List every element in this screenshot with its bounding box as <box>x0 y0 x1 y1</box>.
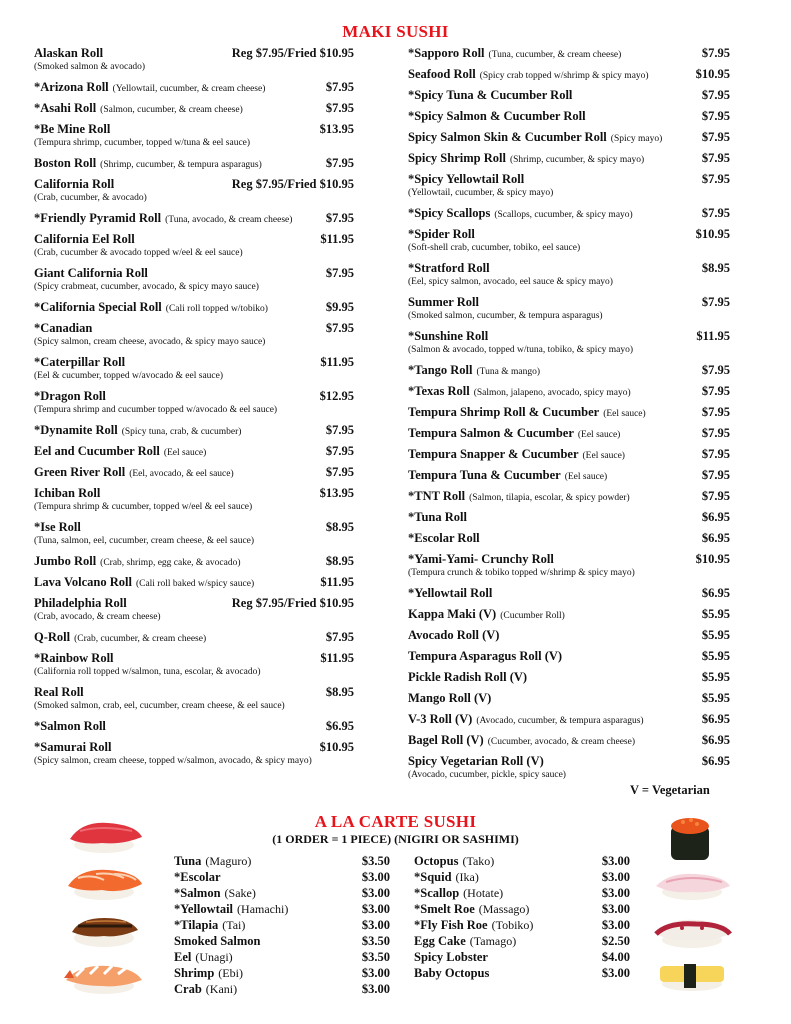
tamago-nigiri-image <box>654 958 730 992</box>
menu-item-boston-roll <box>34 156 354 177</box>
item-price: $7.95 <box>701 426 730 440</box>
item-name: Crab <box>174 982 202 996</box>
item-description: (Tempura shrimp & cucumber, topped w/eel & eel sauce) <box>34 502 253 512</box>
item-description: (Tempura shrimp, cucumber, topped w/tuna & eel sauce) <box>34 138 251 148</box>
item-name: Shrimp <box>174 966 215 980</box>
item-name: *Friendly Pyramid Roll <box>34 211 162 225</box>
item-price: $6.95 <box>701 586 730 600</box>
menu-item-spicy-shrimp-roll <box>408 151 730 172</box>
shrimp-nigiri-image <box>60 958 144 996</box>
item-price: $5.95 <box>701 607 730 621</box>
menu-item-tnt-roll <box>408 489 730 510</box>
item-description: (Eel sauce) <box>603 409 646 419</box>
item-name: Bagel Roll (V) <box>408 733 484 747</box>
item-price: $8.95 <box>325 554 354 568</box>
item-name: *Rainbow Roll <box>34 651 114 665</box>
item-name: Alaskan Roll <box>34 46 104 60</box>
item-price: $7.95 <box>701 384 730 398</box>
item-name: *Tuna Roll <box>408 510 467 524</box>
item-price: $3.50 <box>361 950 390 964</box>
item-name: Tuna <box>174 854 202 868</box>
item-name: *Smelt Roe <box>414 902 475 916</box>
item-price: $10.95 <box>695 227 730 241</box>
item-description: (Crab, cucumber, & avocado) <box>34 193 147 203</box>
item-name: Boston Roll <box>34 156 97 170</box>
item-price: $3.00 <box>361 982 390 996</box>
alacarte-item-smelt-roe <box>414 901 630 917</box>
item-name: *Spicy Salmon & Cucumber Roll <box>408 109 586 123</box>
item-name: Eel <box>174 950 192 964</box>
alacarte-item-tilapia <box>174 917 390 933</box>
item-price: $3.00 <box>601 902 630 916</box>
alacarte-item-eel <box>174 949 390 965</box>
item-price: $7.95 <box>325 465 354 479</box>
menu-item-v-3-roll-v <box>408 712 730 733</box>
menu-item-dragon-roll <box>34 389 354 423</box>
alacarte-item-salmon <box>174 885 390 901</box>
item-name: Eel and Cucumber Roll <box>34 444 160 458</box>
menu-item-tempura-salmon-cucumber <box>408 426 730 447</box>
item-name: California Roll <box>34 177 115 191</box>
item-price: $3.00 <box>361 966 390 980</box>
item-description: (Cucumber Roll) <box>500 611 565 621</box>
item-japanese-name: (Tamago) <box>469 934 517 948</box>
menu-item-sunshine-roll <box>408 329 730 363</box>
item-name: *Canadian <box>34 321 93 335</box>
item-price: $4.00 <box>601 950 630 964</box>
item-name: *Fly Fish Roe <box>414 918 488 932</box>
item-price: $11.95 <box>320 355 354 369</box>
item-price: $10.95 <box>695 552 730 566</box>
item-japanese-name: (Sake) <box>224 886 256 900</box>
item-description: (Tempura shrimp and cucumber topped w/avocado & eel sauce) <box>34 405 278 415</box>
alacarte-sushi-heading: A LA CARTE SUSHI <box>314 812 477 831</box>
item-description: (Avocado, cucumber, & tempura asparagus) <box>476 716 644 726</box>
item-price: $7.95 <box>325 80 354 94</box>
item-description: (Eel & cucumber, topped w/avocado & eel sauce) <box>34 371 224 381</box>
menu-item-ichiban-roll <box>34 486 354 520</box>
item-name: Jumbo Roll <box>34 554 97 568</box>
item-price: $7.95 <box>701 405 730 419</box>
menu-item-texas-roll <box>408 384 730 405</box>
item-description: (Avocado, cucumber, pickle, spicy sauce) <box>408 770 566 780</box>
item-description: (Scallops, cucumber, & spicy mayo) <box>494 210 633 220</box>
item-price: $7.95 <box>701 363 730 377</box>
menu-item-bagel-roll-v <box>408 733 730 754</box>
item-name: Tempura Asparagus Roll (V) <box>408 649 563 663</box>
item-price: $11.95 <box>320 575 354 589</box>
item-description: (Smoked salmon & avocado) <box>34 62 146 72</box>
alacarte-item-escolar <box>174 869 390 885</box>
item-price: $3.00 <box>601 854 630 868</box>
item-description: (Eel, spicy salmon, avocado, eel sauce & spicy mayo) <box>408 277 613 287</box>
item-name: *Escolar <box>174 870 221 884</box>
item-description: (Smoked salmon, crab, eel, cucumber, cream cheese, & eel sauce) <box>34 701 285 711</box>
item-price: $7.95 <box>325 423 354 437</box>
item-price: $13.95 <box>319 486 354 500</box>
item-name: Spicy Salmon Skin & Cucumber Roll <box>408 130 607 144</box>
alacarte-item-baby-octopus <box>414 965 630 981</box>
item-description: (Crab, cucumber & avocado topped w/eel & eel sauce) <box>34 248 243 258</box>
item-name: Summer Roll <box>408 295 479 309</box>
item-name: Spicy Shrimp Roll <box>408 151 506 165</box>
item-price: $10.95 <box>319 740 354 754</box>
item-price: $3.00 <box>361 902 390 916</box>
item-name: *Sapporo Roll <box>408 46 485 60</box>
item-name: Tempura Salmon & Cucumber <box>408 426 574 440</box>
item-description: (Cali roll topped w/tobiko) <box>165 304 268 314</box>
item-price: $3.00 <box>601 918 630 932</box>
menu-item-alaskan-roll <box>34 46 354 80</box>
item-price: $13.95 <box>319 122 354 136</box>
maki-left-column <box>34 46 354 774</box>
menu-item-ise-roll <box>34 520 354 554</box>
item-name: *Sunshine Roll <box>408 329 489 343</box>
alacarte-item-tuna <box>174 853 390 869</box>
menu-item-spicy-scallops <box>408 206 730 227</box>
item-name: Tempura Shrimp Roll & Cucumber <box>408 405 600 419</box>
item-description: (Eel sauce) <box>564 472 608 482</box>
item-price: $3.50 <box>361 854 390 868</box>
maki-right-column <box>408 46 730 788</box>
item-japanese-name: (Unagi) <box>195 950 233 964</box>
menu-item-samurai-roll <box>34 740 354 774</box>
eel-nigiri-image <box>66 910 142 950</box>
item-price: $6.95 <box>701 733 730 747</box>
tuna-nigiri-image <box>62 815 146 855</box>
item-description: (Eel sauce) <box>577 430 621 440</box>
item-name: *Spider Roll <box>408 227 475 241</box>
item-name: Ichiban Roll <box>34 486 101 500</box>
alacarte-item-yellowtail <box>174 901 390 917</box>
menu-item-tempura-tuna-cucumber <box>408 468 730 489</box>
item-price: $7.95 <box>325 156 354 170</box>
item-japanese-name: (Tako) <box>462 854 495 868</box>
item-description: (Yellowtail, cucumber, & cream cheese) <box>112 84 266 94</box>
item-price: $5.95 <box>701 649 730 663</box>
item-description: (Tempura crunch & tobiko topped w/shrimp & spicy mayo) <box>408 568 635 578</box>
item-price: $3.00 <box>361 870 390 884</box>
item-name: *Yami-Yami- Crunchy Roll <box>408 552 554 566</box>
item-description: (Smoked salmon, cucumber, & tempura asparagus) <box>408 311 603 321</box>
item-description: (Spicy crab topped w/shrimp & spicy mayo) <box>479 71 649 81</box>
alacarte-item-octopus <box>414 853 630 869</box>
item-name: Avocado Roll (V) <box>408 628 500 642</box>
item-price: $7.95 <box>701 206 730 220</box>
item-japanese-name: (Tobiko) <box>491 918 534 932</box>
item-name: Smoked Salmon <box>174 934 261 948</box>
alacarte-item-fly-fish-roe <box>414 917 630 933</box>
menu-item-dynamite-roll <box>34 423 354 444</box>
item-name: *Arizona Roll <box>34 80 109 94</box>
item-name: *Tango Roll <box>408 363 473 377</box>
alacarte-left-list <box>174 853 390 997</box>
item-description: (Yellowtail, cucumber, & spicy mayo) <box>408 188 554 198</box>
item-price: $6.95 <box>701 510 730 524</box>
item-price: $11.95 <box>696 329 730 343</box>
menu-item-tempura-asparagus-roll-v <box>408 649 730 670</box>
alacarte-item-smoked-salmon <box>174 933 390 949</box>
menu-item-tempura-snapper-cucumber <box>408 447 730 468</box>
item-description: (Soft-shell crab, cucumber, tobiko, eel sauce) <box>408 243 581 253</box>
menu-item-asahi-roll <box>34 101 354 122</box>
item-description: (Shrimp, cucumber, & tempura asparagus) <box>100 160 262 170</box>
item-description: (Salmon, jalapeno, avocado, spicy mayo) <box>473 388 631 398</box>
item-price: $11.95 <box>320 651 354 665</box>
item-price: Reg $7.95/Fried $10.95 <box>231 177 354 191</box>
octopus-nigiri-image <box>652 912 732 952</box>
item-name: *Caterpillar Roll <box>34 355 126 369</box>
item-price: $3.00 <box>601 870 630 884</box>
item-price: $6.95 <box>701 531 730 545</box>
item-name: *Be Mine Roll <box>34 122 111 136</box>
menu-item-green-river-roll <box>34 465 354 486</box>
maki-sushi-heading: MAKI SUSHI <box>342 22 449 41</box>
item-name: Mango Roll (V) <box>408 691 492 705</box>
menu-item-kappa-maki-v <box>408 607 730 628</box>
salmon-nigiri-image <box>62 862 146 902</box>
menu-item-california-roll <box>34 177 354 211</box>
menu-item-summer-roll <box>408 295 730 329</box>
item-price: $8.95 <box>701 261 730 275</box>
alacarte-item-scallop <box>414 885 630 901</box>
item-name: *Squid <box>414 870 452 884</box>
menu-item-california-eel-roll <box>34 232 354 266</box>
item-price: $3.00 <box>361 918 390 932</box>
item-name: *Texas Roll <box>408 384 470 398</box>
alacarte-item-crab <box>174 981 390 997</box>
item-name: *Dragon Roll <box>34 389 106 403</box>
item-price: $3.00 <box>361 886 390 900</box>
item-price: $7.95 <box>701 130 730 144</box>
menu-item-yami-yami-crunchy-roll <box>408 552 730 586</box>
item-description: (Salmon, tilapia, escolar, & spicy powder) <box>469 493 630 503</box>
item-japanese-name: (Massago) <box>478 902 530 916</box>
menu-item-eel-and-cucumber-roll <box>34 444 354 465</box>
item-japanese-name: (Kani) <box>205 982 238 996</box>
item-name: *Dynamite Roll <box>34 423 118 437</box>
item-description: (California roll topped w/salmon, tuna, escolar, & avocado) <box>34 667 261 677</box>
item-price: $7.95 <box>325 211 354 225</box>
item-japanese-name: (Tai) <box>222 918 246 932</box>
item-name: Pickle Radish Roll (V) <box>408 670 528 684</box>
menu-item-tempura-shrimp-roll-cucumber <box>408 405 730 426</box>
item-description: (Eel sauce) <box>163 448 207 458</box>
item-name: *Spicy Yellowtail Roll <box>408 172 525 186</box>
menu-item-tango-roll <box>408 363 730 384</box>
item-description: (Salmon & avocado, topped w/tuna, tobiko, & spicy mayo) <box>408 345 634 355</box>
item-price: $7.95 <box>701 88 730 102</box>
menu-item-real-roll <box>34 685 354 719</box>
item-name: Giant California Roll <box>34 266 148 280</box>
item-description: (Crab, cucumber, & cream cheese) <box>74 634 207 644</box>
alacarte-item-shrimp <box>174 965 390 981</box>
item-name: Real Roll <box>34 685 84 699</box>
item-price: $7.95 <box>701 489 730 503</box>
item-description: (Spicy salmon, cream cheese, topped w/salmon, avocado, & spicy mayo) <box>34 756 312 766</box>
menu-item-canadian <box>34 321 354 355</box>
menu-item-arizona-roll <box>34 80 354 101</box>
item-name: Philadelphia Roll <box>34 596 127 610</box>
menu-item-avocado-roll-v <box>408 628 730 649</box>
item-description: (Cali roll baked w/spicy sauce) <box>135 579 255 589</box>
item-description: (Crab, avocado, & cream cheese) <box>34 612 161 622</box>
item-name: *Yellowtail Roll <box>408 586 493 600</box>
item-price: $9.95 <box>325 300 354 314</box>
item-price: Reg $7.95/Fried $10.95 <box>231 46 354 60</box>
item-japanese-name: (Ika) <box>455 870 479 884</box>
white-fish-nigiri-image <box>652 866 732 902</box>
item-japanese-name: (Hotate) <box>463 886 504 900</box>
alacarte-subtitle: (1 ORDER = 1 PIECE) (NIGIRI OR SASHIMI) <box>272 832 519 846</box>
item-price: $7.95 <box>325 101 354 115</box>
menu-item-spicy-yellowtail-roll <box>408 172 730 206</box>
menu-item-giant-california-roll <box>34 266 354 300</box>
item-description: (Crab, shrimp, egg cake, & avocado) <box>100 558 241 568</box>
item-name: Octopus <box>414 854 459 868</box>
item-name: Lava Volcano Roll <box>34 575 132 589</box>
item-price: $8.95 <box>325 685 354 699</box>
menu-item-lava-volcano-roll <box>34 575 354 596</box>
item-price: $6.95 <box>701 712 730 726</box>
item-price: $3.00 <box>601 886 630 900</box>
item-name: *Stratford Roll <box>408 261 490 275</box>
item-name: *California Special Roll <box>34 300 162 314</box>
menu-item-caterpillar-roll <box>34 355 354 389</box>
menu-item-spicy-tuna-cucumber-roll <box>408 88 730 109</box>
item-price: $7.95 <box>701 172 730 186</box>
item-name: California Eel Roll <box>34 232 135 246</box>
item-japanese-name: (Maguro) <box>205 854 252 868</box>
item-name: Tempura Tuna & Cucumber <box>408 468 561 482</box>
alacarte-right-list <box>414 853 630 981</box>
vegetarian-legend: V = Vegetarian <box>630 783 710 797</box>
alacarte-item-squid <box>414 869 630 885</box>
item-price: $7.95 <box>325 321 354 335</box>
item-name: *Asahi Roll <box>34 101 97 115</box>
item-price: $7.95 <box>701 151 730 165</box>
item-description: (Spicy mayo) <box>610 134 663 144</box>
menu-item-pickle-radish-roll-v <box>408 670 730 691</box>
item-name: Egg Cake <box>414 934 466 948</box>
item-name: *Spicy Scallops <box>408 206 491 220</box>
item-japanese-name: (Ebi) <box>218 966 243 980</box>
item-name: Kappa Maki (V) <box>408 607 497 621</box>
item-description: (Shrimp, cucumber, & spicy mayo) <box>509 155 645 165</box>
menu-item-tuna-roll <box>408 510 730 531</box>
menu-item-escolar-roll <box>408 531 730 552</box>
item-price: $7.95 <box>325 444 354 458</box>
menu-item-sapporo-roll <box>408 46 730 67</box>
item-japanese-name: (Hamachi) <box>237 902 289 916</box>
item-name: *Samurai Roll <box>34 740 112 754</box>
fish-roe-gunkan-image <box>665 810 715 862</box>
item-name: V-3 Roll (V) <box>408 712 473 726</box>
item-price: $5.95 <box>701 691 730 705</box>
item-price: $6.95 <box>325 719 354 733</box>
alacarte-item-egg-cake <box>414 933 630 949</box>
item-price: $7.95 <box>701 109 730 123</box>
item-name: *Tilapia <box>174 918 219 932</box>
item-price: Reg $7.95/Fried $10.95 <box>231 596 354 610</box>
item-price: $11.95 <box>320 232 354 246</box>
item-name: Q-Roll <box>34 630 71 644</box>
menu-item-friendly-pyramid-roll <box>34 211 354 232</box>
menu-item-philadelphia-roll <box>34 596 354 630</box>
menu-item-seafood-roll <box>408 67 730 88</box>
item-name: Spicy Lobster <box>414 950 488 964</box>
menu-item-yellowtail-roll <box>408 586 730 607</box>
item-name: Tempura Snapper & Cucumber <box>408 447 579 461</box>
item-price: $7.95 <box>701 447 730 461</box>
item-name: *Yellowtail <box>174 902 234 916</box>
item-name: *Ise Roll <box>34 520 81 534</box>
menu-item-mango-roll-v <box>408 691 730 712</box>
menu-item-rainbow-roll <box>34 651 354 685</box>
item-name: *Escolar Roll <box>408 531 480 545</box>
alacarte-item-spicy-lobster <box>414 949 630 965</box>
item-name: Spicy Vegetarian Roll (V) <box>408 754 544 768</box>
item-name: *Spicy Tuna & Cucumber Roll <box>408 88 573 102</box>
item-price: $7.95 <box>701 46 730 60</box>
item-description: (Spicy tuna, crab, & cucumber) <box>121 427 242 437</box>
item-name: *TNT Roll <box>408 489 466 503</box>
item-price: $7.95 <box>701 295 730 309</box>
item-description: (Tuna, salmon, eel, cucumber, cream cheese, & eel sauce) <box>34 536 255 546</box>
menu-item-q-roll <box>34 630 354 651</box>
menu-item-spider-roll <box>408 227 730 261</box>
item-price: $3.50 <box>361 934 390 948</box>
item-name: *Salmon Roll <box>34 719 106 733</box>
item-description: (Tuna & mango) <box>476 367 541 377</box>
menu-item-spicy-salmon-cucumber-roll <box>408 109 730 130</box>
item-description: (Cucumber, avocado, & cream cheese) <box>487 737 636 747</box>
item-price: $6.95 <box>701 754 730 768</box>
item-price: $2.50 <box>601 934 630 948</box>
item-description: (Tuna, avocado, & cream cheese) <box>165 215 293 225</box>
menu-item-stratford-roll <box>408 261 730 295</box>
item-price: $3.00 <box>601 966 630 980</box>
item-price: $5.95 <box>701 670 730 684</box>
menu-item-california-special-roll <box>34 300 354 321</box>
item-description: (Salmon, cucumber, & cream cheese) <box>100 105 243 115</box>
item-description: (Spicy crabmeat, cucumber, avocado, & spicy mayo sauce) <box>34 282 259 292</box>
item-price: $7.95 <box>325 266 354 280</box>
item-name: *Salmon <box>174 886 221 900</box>
item-price: $10.95 <box>695 67 730 81</box>
item-name: Baby Octopus <box>414 966 490 980</box>
item-description: (Eel sauce) <box>582 451 625 461</box>
menu-item-be-mine-roll <box>34 122 354 156</box>
menu-item-jumbo-roll <box>34 554 354 575</box>
item-name: Seafood Roll <box>408 67 476 81</box>
item-price: $7.95 <box>701 468 730 482</box>
item-price: $7.95 <box>325 630 354 644</box>
item-price: $8.95 <box>325 520 354 534</box>
item-description: (Eel, avocado, & eel sauce) <box>129 469 234 479</box>
item-price: $12.95 <box>319 389 354 403</box>
menu-item-spicy-salmon-skin-cucumber-roll <box>408 130 730 151</box>
item-description: (Spicy salmon, cream cheese, avocado, & spicy mayo sauce) <box>34 337 266 347</box>
menu-item-salmon-roll <box>34 719 354 740</box>
item-name: *Scallop <box>414 886 460 900</box>
item-description: (Tuna, cucumber, & cream cheese) <box>488 50 622 60</box>
item-price: $5.95 <box>701 628 730 642</box>
item-name: Green River Roll <box>34 465 126 479</box>
